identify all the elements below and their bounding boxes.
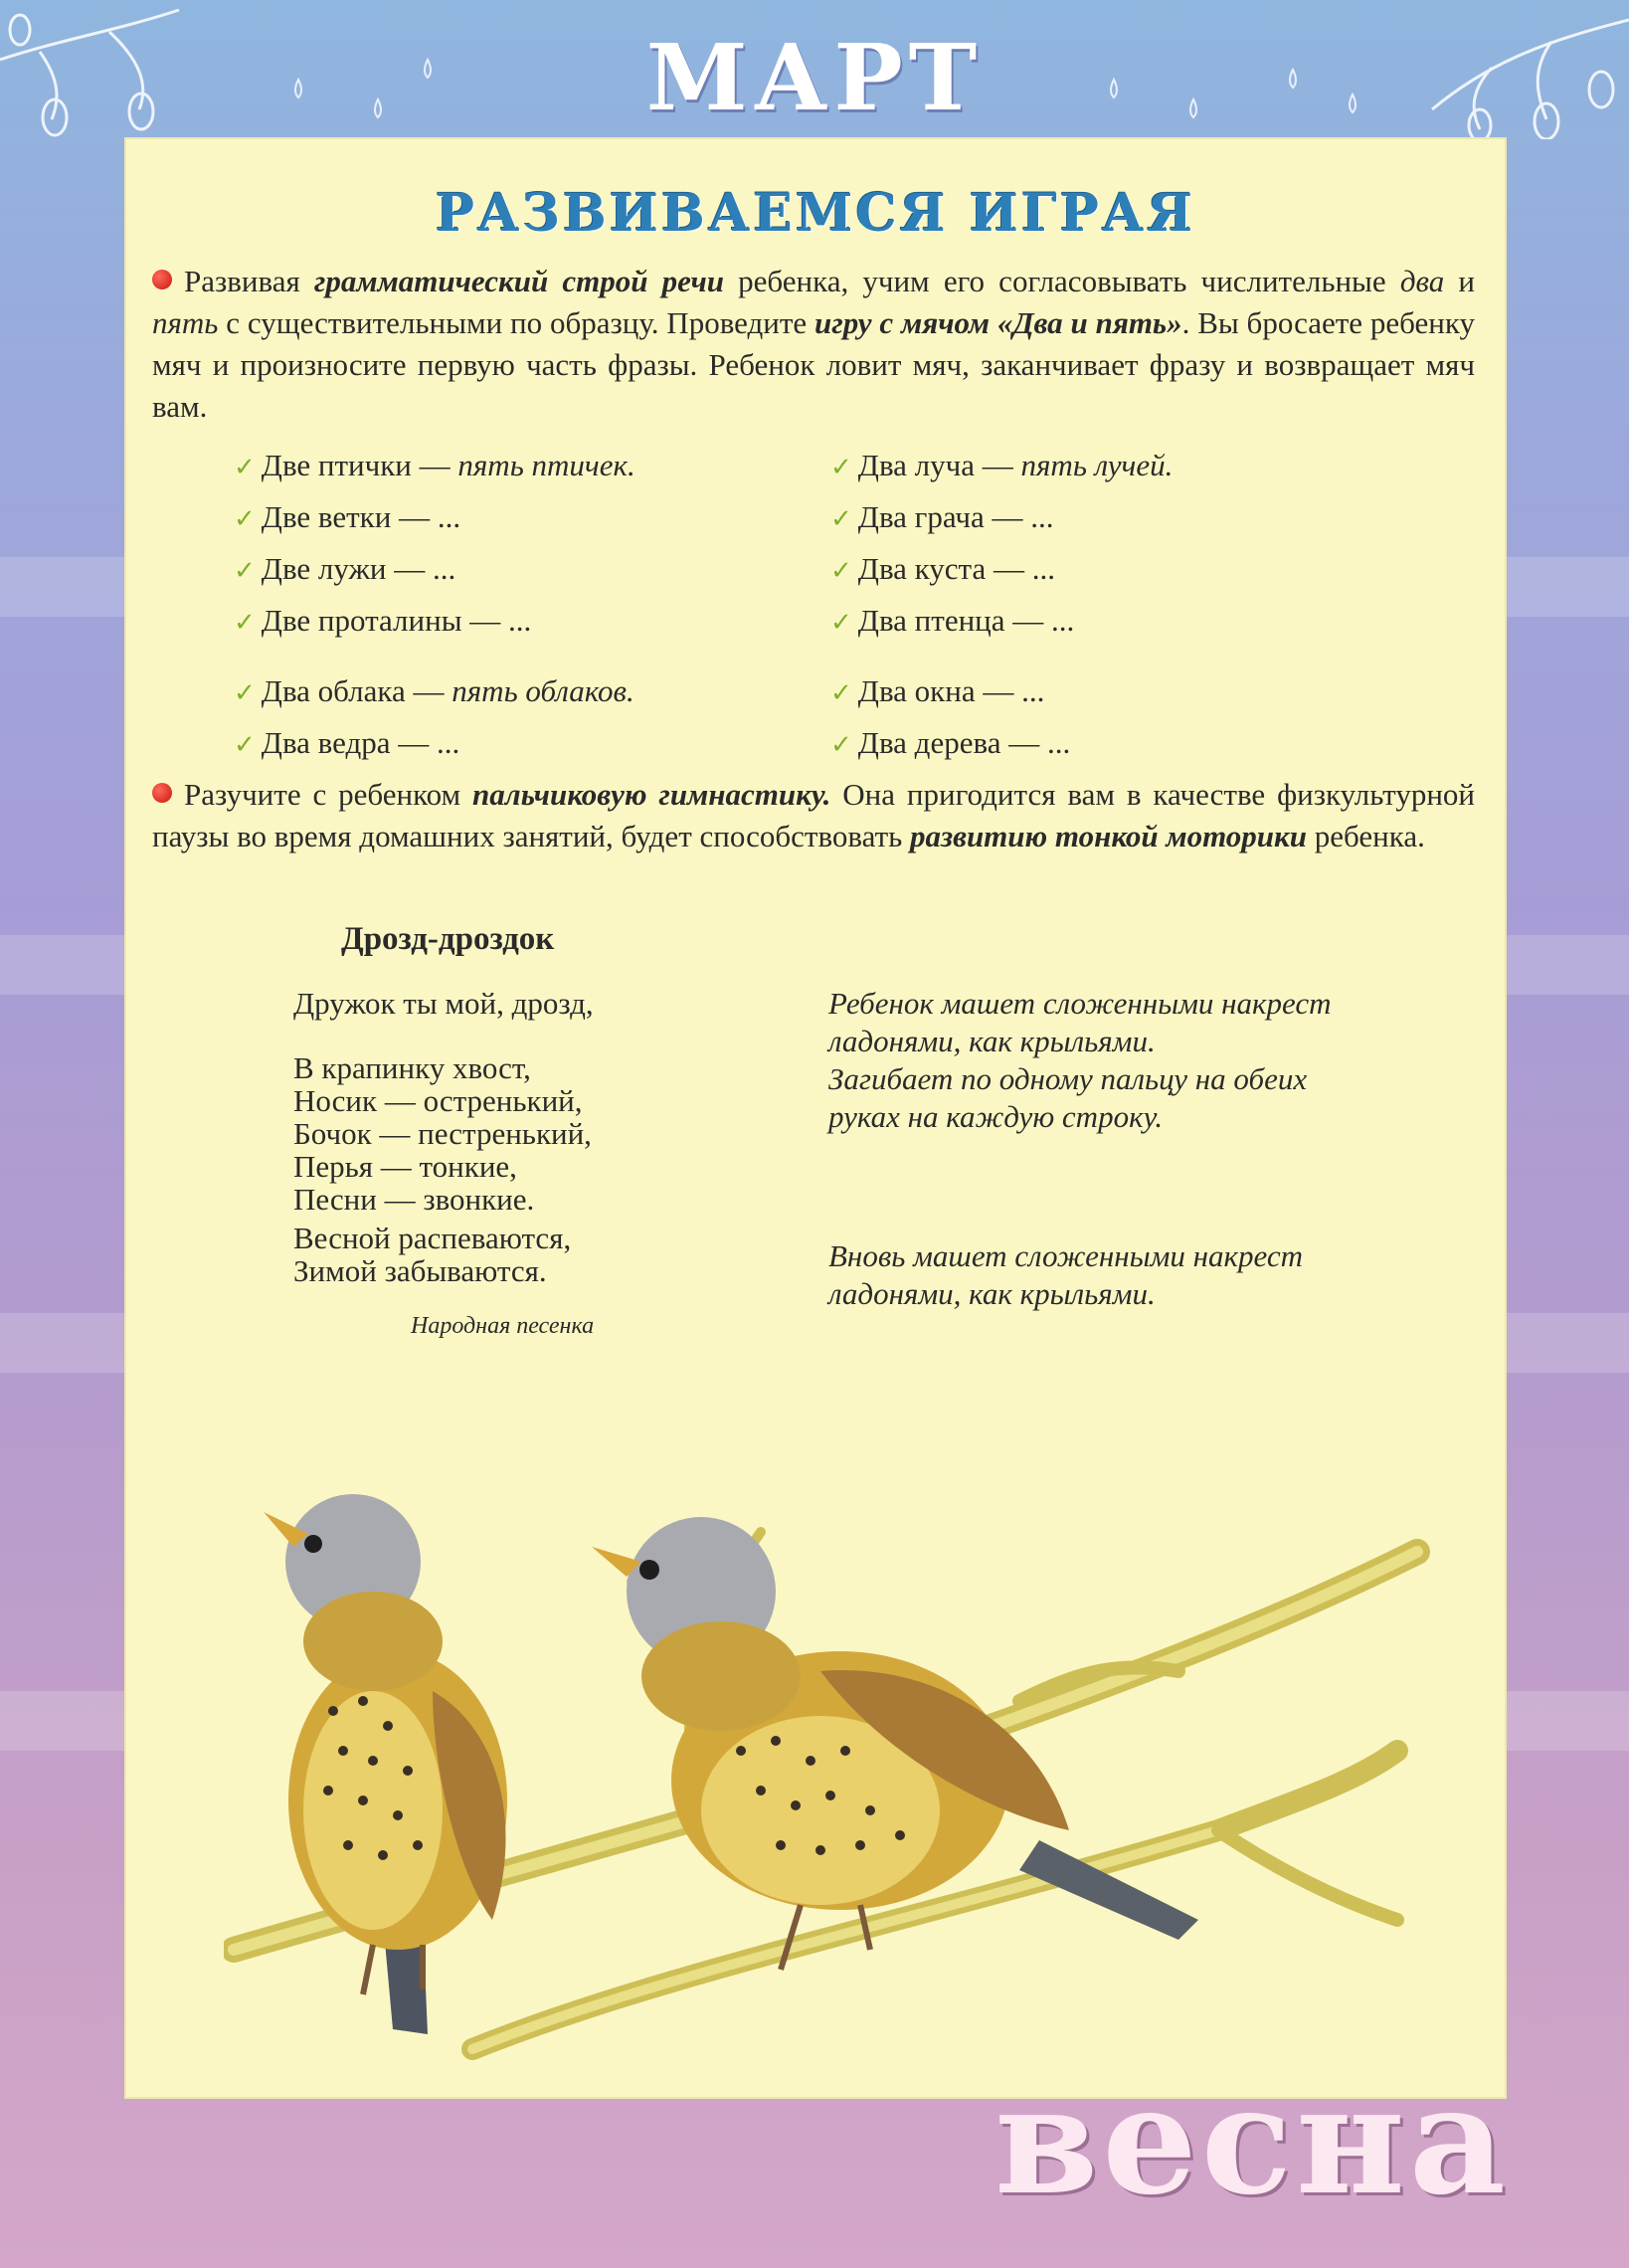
example-list-left-2 xyxy=(234,666,634,770)
poem-line: Песни — звонкие. xyxy=(293,1182,535,1217)
gesture-line: ладонями, как крыльями. xyxy=(828,1276,1156,1311)
checkmark-icon: ✓ xyxy=(234,453,256,482)
example-list-right-2 xyxy=(830,666,1070,770)
list-item: ✓ Два куста — ... xyxy=(830,551,1055,586)
text-span: ребенка. xyxy=(1307,819,1425,853)
text-span: . Вы бросаете ребенку мяч и произносите первую часть фразы. Ребенок ловит мяч, заканчивает фразу и возвращает мяч вам. xyxy=(152,305,1475,424)
checkmark-icon: ✓ xyxy=(830,556,852,586)
checkmark-icon: ✓ xyxy=(830,453,852,482)
poem-line: Перья — тонкие, xyxy=(293,1149,517,1184)
gesture-line: Загибает по одному пальцу на обеих xyxy=(828,1061,1308,1096)
emphasis-text: пальчиковую гимнастику. xyxy=(472,777,831,812)
list-item: ✓ Две ветки — ... xyxy=(234,499,461,534)
section-heading: РАЗВИВАЕМСЯ ИГРАЯ xyxy=(435,183,1196,244)
poem-line: Бочок — пестренький, xyxy=(293,1116,592,1151)
checkmark-icon: ✓ xyxy=(830,504,852,534)
emphasis-text: пять xyxy=(152,305,219,340)
emphasis-text: два xyxy=(1399,264,1445,298)
list-item: ✓ Две проталины — ... xyxy=(234,603,532,638)
checkmark-icon: ✓ xyxy=(830,608,852,638)
checkmark-icon: ✓ xyxy=(234,678,256,708)
checkmark-icon: ✓ xyxy=(830,678,852,708)
gesture-instructions xyxy=(828,985,1332,1136)
poem-line: Носик — остренький, xyxy=(293,1083,583,1118)
list-item: ✓ Два окна — ... xyxy=(830,673,1045,708)
list-item: ✓ Два облака — пять облаков. xyxy=(234,673,634,708)
text-span: с существительными по образцу. Проведите xyxy=(218,305,815,340)
gesture-line: Ребенок машет сложенными накрест xyxy=(828,986,1332,1021)
bullet-dot xyxy=(152,783,172,803)
gesture-line: руках на каждую строку. xyxy=(828,1099,1164,1134)
season-title: весна xyxy=(995,2053,1510,2228)
poem-line: Дружок ты мой, дрозд, xyxy=(293,986,594,1021)
list-item: ✓ Две лужи — ... xyxy=(234,551,456,586)
checkmark-icon: ✓ xyxy=(234,556,256,586)
checkmark-icon: ✓ xyxy=(234,608,256,638)
paragraph-gymnastics xyxy=(152,774,1475,857)
poem-line: Весной распеваются, xyxy=(293,1221,572,1255)
text-span: и xyxy=(1444,264,1475,298)
month-title: МАРТ xyxy=(645,24,984,131)
example-list-right xyxy=(830,441,1173,648)
poem-line: Зимой забываются. xyxy=(293,1253,547,1288)
paragraph-grammar xyxy=(152,261,1475,428)
list-item: ✓ Две птички — пять птичек. xyxy=(234,448,635,482)
poem-line: В крапинку хвост, xyxy=(293,1050,531,1085)
bullet-dot xyxy=(152,270,172,289)
checkmark-icon: ✓ xyxy=(234,504,256,534)
poem-title: Дрозд-дроздок xyxy=(341,921,555,957)
text-span: Она пригодится вам в качестве физкультурной паузы во время домашних занятий, будет способствовать xyxy=(152,777,1476,853)
list-item: ✓ Два ведра — ... xyxy=(234,725,460,760)
example-list-left xyxy=(234,441,635,648)
emphasis-text: игру с мячом «Два и пять» xyxy=(814,305,1182,340)
list-item: ✓ Два луча — пять лучей. xyxy=(830,448,1174,482)
checkmark-icon: ✓ xyxy=(234,730,256,760)
poem-text xyxy=(293,987,594,1287)
list-item: ✓ Два дерева — ... xyxy=(830,725,1071,760)
gesture-line: ладонями, как крыльями. xyxy=(828,1024,1156,1058)
checkmark-icon: ✓ xyxy=(830,730,852,760)
text-span: Развивая xyxy=(184,264,314,298)
emphasis-text: развитию тонкой моторики xyxy=(910,819,1307,853)
poem-source: Народная песенка xyxy=(411,1313,595,1339)
emphasis-text: грамматический строй речи xyxy=(313,264,724,298)
list-item: ✓ Два грача — ... xyxy=(830,499,1054,534)
text-span: ребенка, учим его согласовывать числительные xyxy=(724,264,1400,298)
text-span: Разучите с ребенком xyxy=(184,777,473,812)
gesture-line: Вновь машет сложенными накрест xyxy=(828,1238,1304,1273)
thrushes-illustration xyxy=(224,1452,1457,2069)
gesture-instructions-2 xyxy=(828,1237,1303,1313)
list-item: ✓ Два птенца — ... xyxy=(830,603,1075,638)
